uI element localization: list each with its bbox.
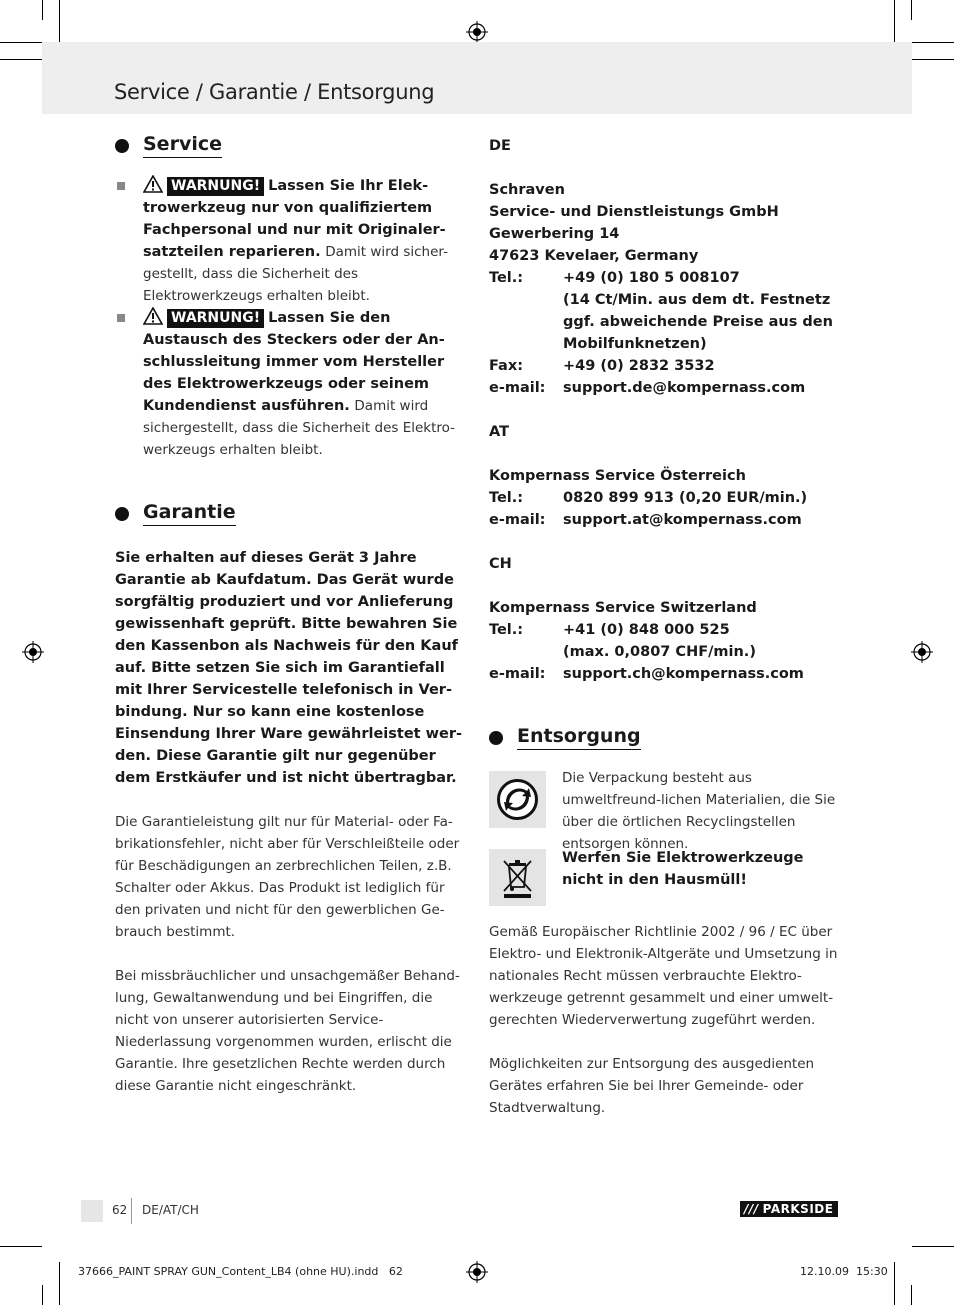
- fax-value: +49 (0) 2832 3532: [563, 358, 715, 374]
- country-code-de: DE: [489, 138, 511, 154]
- page-title: Service / Garantie / Entsorgung: [114, 80, 435, 104]
- company-line: Schraven: [489, 182, 565, 198]
- page-number: 62: [112, 1203, 128, 1217]
- weee-icon-box: [489, 849, 546, 906]
- service-item-bold: Lassen Sie Ihr Elek-trowerkzeug nur von qualifiziertem Fachpersonal und nur mit Originaler-satzteilen reparieren.: [143, 178, 446, 260]
- crop-mark: [42, 1285, 43, 1305]
- service-item: [115, 307, 467, 461]
- fax-label: Fax:: [489, 358, 523, 374]
- crop-mark: [0, 42, 42, 43]
- email-label: e-mail:: [489, 666, 546, 682]
- entsorgung-paragraph: Gemäß Europäischer Richtlinie 2002 / 96 / EC über Elektro- und Elektronik-Altgeräte und Umsetzung in nationales Recht müssen verbrauchte Elektro-werkzeuge getrennt gesammelt und einer umwelt-gerechten Wiederverwertung zugeführt werden.: [489, 924, 838, 1028]
- email-link[interactable]: support.ch@kompernass.com: [563, 666, 804, 682]
- crop-mark: [911, 1285, 912, 1305]
- service-item: [115, 175, 467, 307]
- warning-triangle-icon: [143, 175, 163, 193]
- tel-line: +49 (0) 180 5 008107: [563, 270, 740, 286]
- tel-value: 0820 899 913 (0,20 EUR/min.): [563, 490, 808, 506]
- file-info: 37666_PAINT SPRAY GUN_Content_LB4 (ohne HU).indd 62: [78, 1265, 403, 1278]
- crop-mark: [912, 59, 954, 60]
- crop-mark: [894, 1262, 895, 1305]
- crop-mark: [59, 1262, 60, 1305]
- garantie-title: Garantie: [143, 501, 236, 526]
- weee-block: [489, 843, 841, 909]
- brand-name: PARKSIDE: [762, 1202, 834, 1216]
- green-dot-recycling-icon: [489, 771, 546, 828]
- entsorgung-paragraph: Möglichkeiten zur Entsorgung des ausgedienten Gerätes erfahren Sie bei Ihrer Gemeinde- oder Stadtverwaltung.: [489, 1056, 815, 1116]
- crop-mark: [894, 0, 895, 42]
- registration-mark-icon: [466, 1261, 488, 1283]
- company-line: Kompernass Service Switzerland: [489, 600, 757, 616]
- green-dot-icon-box: [489, 771, 546, 828]
- service-item-bold: Lassen Sie den Austausch des Steckers oder der An-schlussleitung immer vom Hersteller des Elektrowerkzeugs oder seinem Kundendienst ausführen.: [143, 310, 445, 414]
- tel-line: Mobilfunknetzen): [563, 336, 707, 352]
- tel-value: [563, 267, 833, 355]
- email-label: e-mail:: [489, 380, 546, 396]
- registration-mark-icon: [911, 641, 933, 663]
- square-bullet-icon: [117, 314, 125, 322]
- country-code-ch: CH: [489, 556, 512, 572]
- contact-row-tel: [489, 619, 841, 663]
- weee-text: Werfen Sie Elektrowerkzeuge nicht in den Hausmüll!: [562, 850, 804, 888]
- warning-label: WARNUNG!: [167, 309, 264, 328]
- logo-stripes-icon: ///: [744, 1202, 759, 1216]
- company-line: Kompernass Service Österreich: [489, 468, 746, 484]
- garantie-paragraph: Bei missbräuchlicher und unsachgemäßer Behand-lung, Gewaltanwendung und bei Eingriffen, die nicht von unserer autorisierten Service-Niederlassung vorgenommen wurden, erlischt die Garantie. Ihre gesetzlichen Rechte werden durch diese Garantie nicht eingeschränkt.: [115, 968, 460, 1094]
- crop-mark: [911, 0, 912, 20]
- tel-label: Tel.:: [489, 270, 524, 286]
- email-label: e-mail:: [489, 512, 546, 528]
- file-time: 15:30: [856, 1265, 888, 1278]
- contact-row-email: [489, 377, 841, 399]
- tel-label: Tel.:: [489, 622, 524, 638]
- contact-row-tel: [489, 487, 841, 509]
- section-bullet-icon: [489, 731, 503, 745]
- crop-mark: [0, 59, 42, 60]
- service-item-text: Damit wird sicher-gestellt, dass die Sicherheit des Elektrowerkzeugs erhalten bleibt.: [143, 244, 448, 304]
- crossed-out-wheelie-bin-icon: [489, 849, 546, 906]
- footer-divider: [131, 1198, 132, 1224]
- garantie-paragraph: Die Garantieleistung gilt nur für Material- oder Fa-brikationsfehler, nicht aber für Verschleißteile oder für Beschädigungen an zerbrechlichen Teilen, z.B. Schalter oder Akkus. Das Produkt ist lediglich für den privaten und nicht für den gewerblichen Ge-brauch bestimmt.: [115, 814, 460, 940]
- service-heading: [115, 133, 467, 161]
- crop-mark: [0, 1246, 42, 1247]
- packaging-text: Die Verpackung besteht aus umweltfreund-lichen Materialien, die Sie über die örtlichen Recyclingstellen entsorgen können.: [562, 770, 836, 852]
- contact-row-email: [489, 509, 841, 531]
- garantie-heading: [115, 501, 467, 529]
- service-title: Service: [143, 133, 222, 158]
- crop-mark: [59, 0, 60, 42]
- crop-mark: [42, 0, 43, 20]
- footer-page-box: [81, 1200, 103, 1222]
- tel-line: (max. 0,0807 CHF/min.): [563, 644, 756, 660]
- contact-row-tel: [489, 267, 841, 355]
- left-column: [115, 133, 467, 1097]
- brand-logo: [740, 1201, 838, 1217]
- email-link[interactable]: support.at@kompernass.com: [563, 512, 802, 528]
- contact-row-email: [489, 663, 841, 685]
- warning-triangle-icon: [143, 307, 163, 325]
- entsorgung-title: Entsorgung: [517, 725, 641, 750]
- section-bullet-icon: [115, 139, 129, 153]
- crop-mark: [912, 42, 954, 43]
- tel-line: (14 Ct/Min. aus dem dt. Festnetz: [563, 292, 831, 308]
- registration-mark-icon: [22, 641, 44, 663]
- company-line: Gewerbering 14: [489, 226, 620, 242]
- tel-line: +41 (0) 848 000 525: [563, 622, 730, 638]
- country-code-at: AT: [489, 424, 509, 440]
- contact-row-fax: [489, 355, 841, 377]
- packaging-block: [489, 767, 841, 852]
- tel-line: ggf. abweichende Preise aus den: [563, 314, 833, 330]
- right-column: [489, 135, 841, 1119]
- crop-mark: [912, 1246, 954, 1247]
- registration-mark-icon: [466, 21, 488, 43]
- email-link[interactable]: support.de@kompernass.com: [563, 380, 806, 396]
- service-item-text: Damit wird sichergestellt, dass die Sicherheit des Elektro-werkzeugs erhalten bleibt.: [143, 398, 456, 458]
- file-date: 12.10.09: [800, 1265, 849, 1278]
- company-line: 47623 Kevelaer, Germany: [489, 248, 699, 264]
- company-line: Service- und Dienstleistungs GmbH: [489, 204, 779, 220]
- footer-locale: DE/AT/CH: [142, 1203, 199, 1217]
- tel-value: [563, 619, 756, 663]
- section-bullet-icon: [115, 507, 129, 521]
- tel-label: Tel.:: [489, 490, 524, 506]
- entsorgung-heading: [489, 725, 841, 753]
- garantie-bold-paragraph: Sie erhalten auf dieses Gerät 3 Jahre Garantie ab Kaufdatum. Das Gerät wurde sorgfältig produziert und vor Anlieferung gewissenhaft geprüft. Bitte bewahren Sie den Kassenbon als Nachweis für den Kauf auf. Bitte setzen Sie sich im Garantiefall mit Ihrer Servicestelle telefonisch in Ver-bindung. Nur so kann eine kostenlose Einsendung Ihrer Ware gewährleistet wer-den. Diese Garantie gilt nur gegenüber dem Erstkäufer und ist nicht übertragbar.: [115, 550, 463, 786]
- square-bullet-icon: [117, 182, 125, 190]
- warning-label: WARNUNG!: [167, 177, 264, 196]
